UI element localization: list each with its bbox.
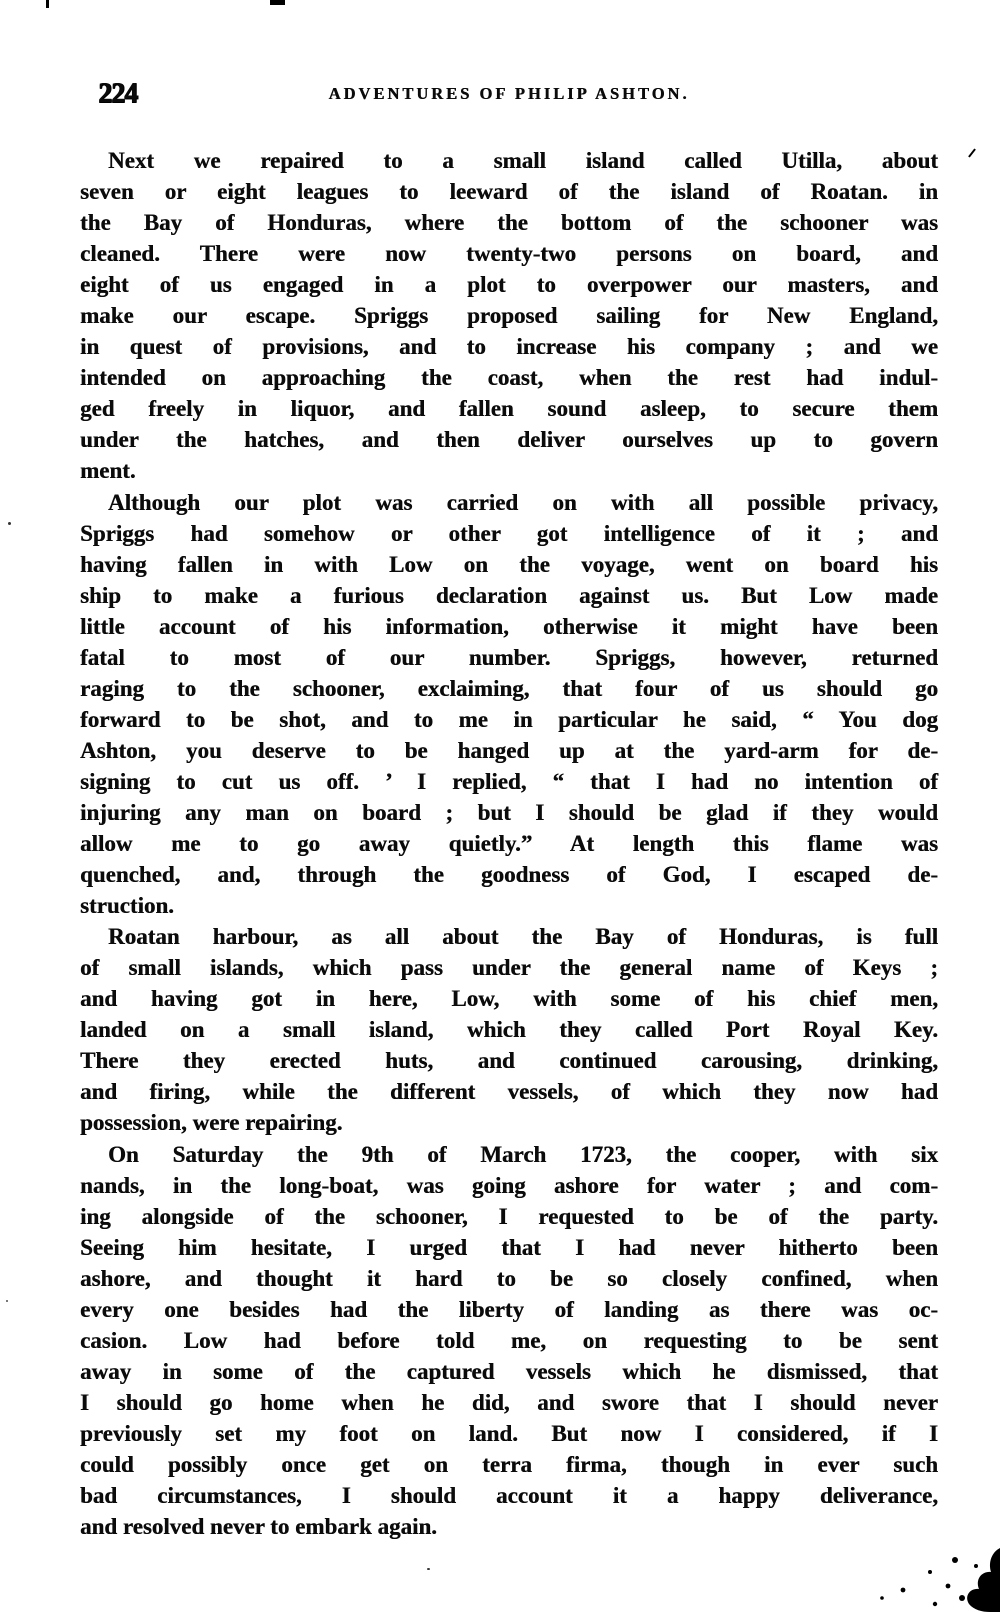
page-body [80, 145, 938, 1542]
text-line: nands, in the long-boat, was going ashore for water ; and com- [80, 1172, 938, 1198]
text-line: intended on approaching the coast, when the rest had indul- [80, 365, 938, 391]
scan-speck-icon [6, 1300, 8, 1302]
text-line: ing alongside of the schooner, I requested to be of the party. [80, 1203, 938, 1229]
text-line: of small islands, which pass under the general name of Keys ; [80, 955, 938, 981]
text-line: ashore, and thought it hard to be so closely confined, when [80, 1265, 938, 1291]
text-line: casion. Low had before told me, on requesting to be sent [80, 1327, 938, 1353]
text-line: little account of his information, otherwise it might have been [80, 613, 938, 639]
text-line: Ashton, you deserve to be hanged up at the yard-arm for de- [80, 737, 938, 763]
text-line: I should go home when he did, and swore that I should never [80, 1389, 938, 1415]
scan-speck-icon [427, 1568, 430, 1570]
text-line: eight of us engaged in a plot to overpower our masters, and [80, 272, 938, 298]
text-line: fatal to most of our number. Spriggs, however, returned [80, 644, 938, 670]
running-header-title: ADVENTURES OF PHILIP ASHTON. [328, 84, 690, 103]
paragraph-2 [80, 487, 938, 922]
text-line: signing to cut us off. ’ I replied, “ that I had no intention of [80, 768, 938, 794]
text-line: and resolved never to embark again. [80, 1514, 437, 1540]
text-line: the Bay of Honduras, where the bottom of the schooner was [80, 210, 938, 236]
scan-speck-icon [46, 0, 49, 8]
paragraph-3 [80, 921, 938, 1138]
text-line: quenched, and, through the goodness of God, I escaped de- [80, 862, 938, 888]
text-line: every one besides had the liberty of landing as there was oc- [80, 1296, 938, 1322]
text-line: injuring any man on board ; but I should be glad if they would [80, 799, 938, 825]
text-line: bad circumstances, I should account it a happy deliverance, [80, 1483, 938, 1509]
text-line: allow me to go away quietly.” At length this flame was [80, 831, 938, 857]
paragraph-4 [80, 1139, 938, 1543]
page-number: 224 [98, 78, 137, 109]
text-line: ment. [80, 458, 136, 484]
text-line: previously set my foot on land. But now I considered, if I [80, 1420, 938, 1446]
text-line: raging to the schooner, exclaiming, that four of us should go [80, 675, 938, 701]
text-line: Although our plot was carried on with all possible privacy, [108, 489, 938, 515]
scan-speck-icon [8, 522, 11, 525]
text-line: Roatan harbour, as all about the Bay of Honduras, is full [108, 924, 938, 950]
text-line: away in some of the captured vessels which he dismissed, that [80, 1358, 938, 1384]
text-line: Spriggs had somehow or other got intelligence of it ; and [80, 520, 938, 546]
text-line: under the hatches, and then deliver ourselves up to govern [80, 427, 938, 453]
text-line: On Saturday the 9th of March 1723, the cooper, with six [108, 1141, 938, 1167]
scan-speck-icon [270, 0, 285, 5]
paragraph-1 [80, 145, 938, 487]
text-line: ged freely in liquor, and fallen sound asleep, to secure them [80, 396, 938, 422]
text-line: and having got in here, Low, with some of his chief men, [80, 986, 938, 1012]
text-line: having fallen in with Low on the voyage, went on board his [80, 551, 938, 577]
text-line: Seeing him hesitate, I urged that I had never hitherto been [80, 1234, 938, 1260]
scan-speck-icon [968, 148, 976, 157]
text-line: make our escape. Spriggs proposed sailing for New England, [80, 303, 938, 329]
text-line: There they erected huts, and continued carousing, drinking, [80, 1048, 938, 1074]
text-line: seven or eight leagues to leeward of the island of Roatan. in [80, 179, 938, 205]
text-line: in quest of provisions, and to increase his company ; and we [80, 334, 938, 360]
text-line: forward to be shot, and to me in particular he said, “ You dog [80, 706, 938, 732]
running-head [80, 80, 938, 110]
text-line: possession, were repairing. [80, 1110, 343, 1136]
text-line: cleaned. There were now twenty-two persons on board, and [80, 241, 938, 267]
text-line: ship to make a furious declaration against us. But Low made [80, 582, 938, 608]
text-line: and firing, while the different vessels, of which they now had [80, 1079, 938, 1105]
text-line: struction. [80, 893, 174, 919]
text-line: landed on a small island, which they called Port Royal Key. [80, 1017, 938, 1043]
text-line: could possibly once get on terra firma, though in ever such [80, 1451, 938, 1477]
text-line: Next we repaired to a small island called Utilla, about [108, 148, 938, 173]
